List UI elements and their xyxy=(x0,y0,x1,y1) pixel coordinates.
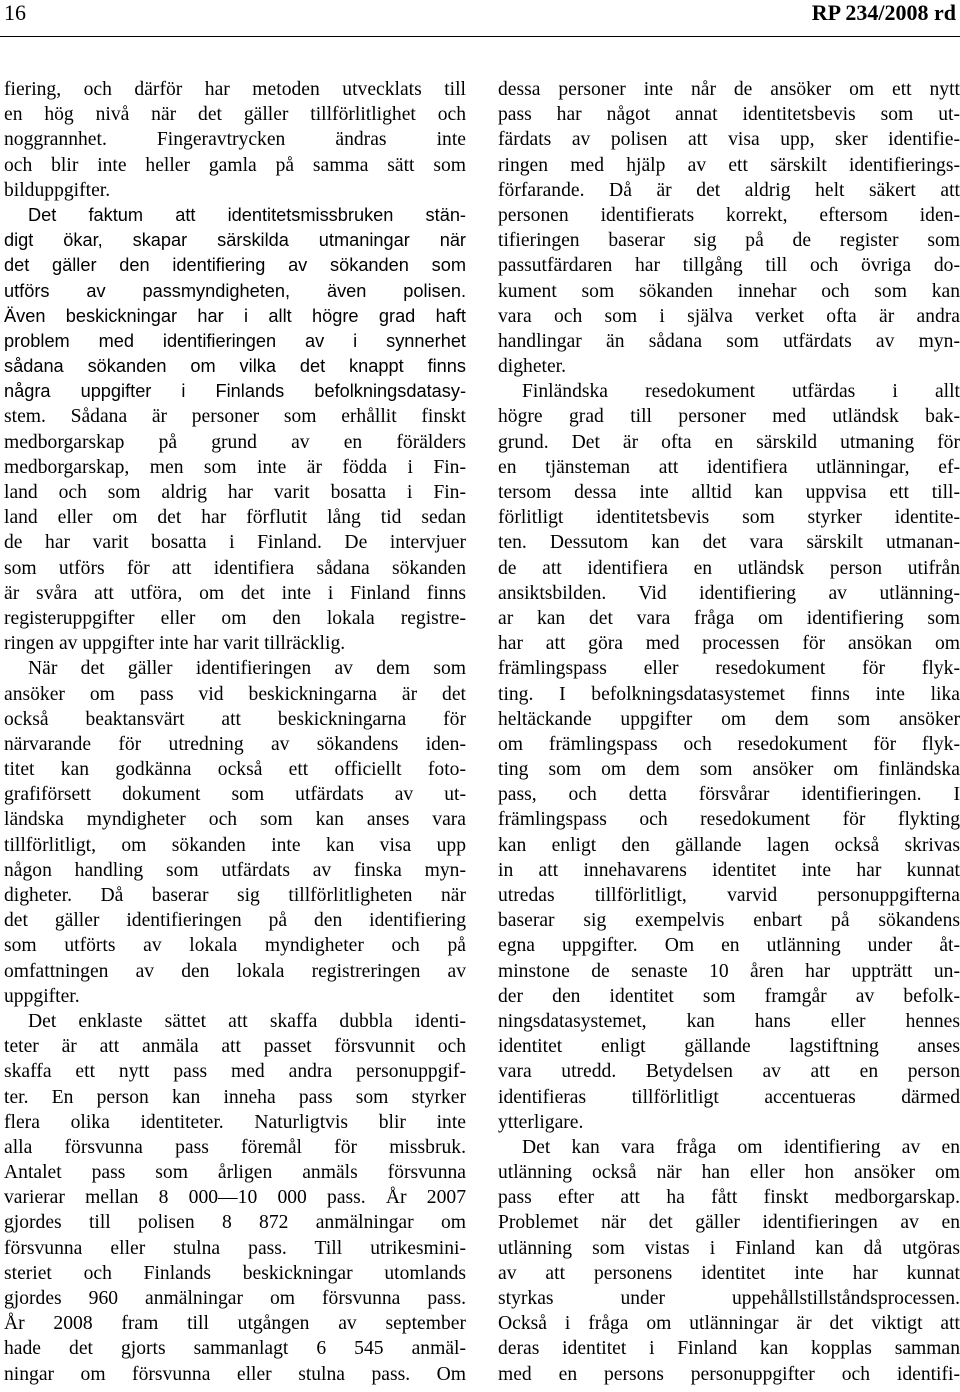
text-line: personen identifierats korrekt, eftersom iden- xyxy=(498,204,960,226)
text-line: gjordes 960 anmälningar om försvunna pass. xyxy=(4,1288,466,1309)
text-line: flera olika identiteter. Naturligtvis blir inte xyxy=(4,1111,466,1133)
text-line: Problemet när det gäller identifieringen av en xyxy=(498,1212,960,1234)
text-line: vara utredd. Betydelsen av att en person xyxy=(498,1061,960,1083)
text-line: teter är att anmäla att passet försvunnit och xyxy=(4,1036,466,1058)
text-line: ansiktsbilden. Vid identifiering av utlänning- xyxy=(498,582,960,604)
text-line: kument som sökanden innehar och som kan xyxy=(498,280,960,302)
text-line: uppgifter. xyxy=(4,985,80,1007)
text-line: försvunna eller stulna pass. Till utrikesmini- xyxy=(4,1237,466,1259)
text-line: ansöker om pass vid beskickningarna är det xyxy=(4,683,466,705)
text-line: dessa personer inte når de ansöker om ett nytt xyxy=(498,79,960,100)
text-line: ländska myndigheter och som kan anses vara xyxy=(4,809,466,831)
text-line: registeruppgifter eller om den lokala registre- xyxy=(4,607,466,629)
text-line: ar kan det vara fråga om identifiering som xyxy=(498,607,960,629)
text-line: är svåra att utföra, om det inte i Finland finns xyxy=(4,582,466,604)
text-line: steriet och Finlands beskickningar utomlands xyxy=(4,1262,466,1284)
text-line: en hög nivå när det gäller tillförlitlighet och xyxy=(4,104,466,126)
text-line: land och som aldrig har varit bosatta i Fin- xyxy=(4,482,466,503)
text-line: ytterligare. xyxy=(498,1111,584,1133)
text-line: Det faktum att identitetsmissbruken stän- xyxy=(28,204,466,225)
text-line: Också i fråga om utlänningar är det viktigt att xyxy=(498,1313,960,1335)
text-line: grund. Det är ofta en särskild utmaning för xyxy=(498,431,960,453)
text-line: ter. En person kan inneha pass som styrker xyxy=(4,1086,466,1108)
text-line: problem med identifieringen av i synnerhet xyxy=(4,330,466,351)
text-line: land eller om det har förflutit lång tid sedan xyxy=(4,507,466,529)
text-line: egna uppgifter. Om en utlänning under åt- xyxy=(498,935,960,957)
document-id: RP 234/2008 rd xyxy=(811,0,956,25)
text-line: tifieringen baserar sig på de register som xyxy=(498,230,960,252)
text-line: grafiförsett dokument som utfärdats av ut- xyxy=(4,784,466,806)
text-line: som utförts av lokala myndigheter och på xyxy=(4,935,466,957)
text-line: digheter. xyxy=(498,356,567,378)
text-line: Det enklaste sättet att skaffa dubbla identi- xyxy=(28,1010,466,1032)
text-line: identitet enligt gällande lagstiftning anses xyxy=(498,1036,960,1058)
text-line: de att identifiera en utländsk person utifrån xyxy=(498,557,960,579)
text-line: ningsdatasystemet, kan hans eller hennes xyxy=(498,1010,960,1032)
text-line: minstone de senaste 10 åren har uppträtt un- xyxy=(498,960,960,982)
text-line: bilduppgifter. xyxy=(4,179,111,201)
text-line: År 2008 fram till utgången av september xyxy=(4,1313,466,1335)
text-line: som utförs för att identifiera sådana sökanden xyxy=(4,557,466,579)
text-line: tillförlitligt, om sökanden inte kan visa upp xyxy=(4,834,466,856)
text-line: förlitligt identitetsbevis som styrker identite- xyxy=(498,507,960,529)
text-line: stem. Sådana är personer som erhållit finskt xyxy=(4,406,466,428)
text-line: också beaktansvärt att beskickningarna för xyxy=(4,708,466,730)
text-line: varierar mellan 8 000—10 000 pass. År 2007 xyxy=(4,1187,466,1209)
text-line: pass efter att ha fått finskt medborgarskap. xyxy=(498,1187,960,1209)
text-line: pass, och detta försvårar identifieringen. I xyxy=(498,784,960,806)
text-line: in att innehavarens identitet inte har kunnat xyxy=(498,859,960,881)
text-line: handlingar än sådana som utfärdats av myn- xyxy=(498,330,960,352)
text-line: utredas tillförlitligt, varvid personuppgifterna xyxy=(498,885,960,906)
text-line: heltäckande uppgifter om dem som ansöker xyxy=(498,708,960,730)
text-line: det gäller den identifiering av sökanden som xyxy=(4,255,466,276)
page-header xyxy=(0,0,960,40)
text-line: medborgarskap på grund av en förälders xyxy=(4,431,466,453)
text-line: en tjänsteman att identifiera utlänningar, ef- xyxy=(498,456,960,478)
text-line: utförs av passmyndigheten, även polisen. xyxy=(4,280,466,301)
text-line: styrkas under uppehållstillståndsprocessen. xyxy=(498,1288,960,1309)
text-line: noggrannhet. Fingeravtrycken ändras inte xyxy=(4,129,466,151)
text-line: utlänning som vistas i Finland kan då utgöras xyxy=(498,1237,960,1259)
text-line: någon handling som utfärdats av finska myn- xyxy=(4,859,466,881)
text-line: med en persons personuppgifter och identifi- xyxy=(498,1363,960,1385)
text-line: utlänning också när han eller hon ansöker om xyxy=(498,1162,960,1184)
text-line: förfarande. Då är det aldrig helt säkert att xyxy=(498,179,960,201)
text-line: omfattningen av den lokala registreringen av xyxy=(4,960,466,982)
page-number: 16 xyxy=(4,0,26,25)
text-line: om främlingspass och resedokument för flyk- xyxy=(498,733,960,755)
text-line: ningar om försvunna eller stulna pass. Om xyxy=(4,1363,466,1385)
text-line: har att göra med processen för ansökan om xyxy=(498,633,960,655)
right-text-column xyxy=(498,77,960,1387)
text-line: När det gäller identifieringen av dem som xyxy=(28,658,466,680)
text-line: skaffa ett nytt pass med andra personuppgif- xyxy=(4,1061,466,1083)
text-line: ringen av uppgifter inte har varit tillräcklig. xyxy=(4,633,346,655)
text-line: närvarande för utredning av sökandens iden- xyxy=(4,733,466,755)
text-line: högre grad till personer med utländsk bak- xyxy=(498,406,960,428)
text-line: det gäller identifieringen på den identifiering xyxy=(4,910,466,932)
text-line: baserar sig exempelvis enbart på sökandens xyxy=(498,910,960,932)
text-line: främlingspass eller resedokument för flyk- xyxy=(498,658,960,680)
text-line: Det kan vara fråga om identifiering av en xyxy=(522,1136,960,1158)
text-line: ringen med hjälp av ett särskilt identifierings- xyxy=(498,154,960,176)
text-line: några uppgifter i Finlands befolkningsdatasy- xyxy=(4,381,466,402)
text-line: alla försvunna pass föremål för missbruk. xyxy=(4,1136,466,1158)
text-line: digheter. Då baserar sig tillförlitligheten när xyxy=(4,885,466,906)
text-line: av att personens identitet inte har kunnat xyxy=(498,1262,960,1284)
left-text-column xyxy=(4,77,466,1387)
text-line: deras identitet i Finland kan kopplas samman xyxy=(498,1338,960,1360)
text-line: fiering, och därför har metoden utvecklats till xyxy=(4,79,466,100)
text-line: hade det gjorts sammanlagt 6 545 anmäl- xyxy=(4,1338,466,1360)
text-line: digt ökar, skapar särskilda utmaningar när xyxy=(4,230,466,251)
text-line: tersom dessa inte alltid kan uppvisa ett till- xyxy=(498,482,960,503)
text-line: passutfärdaren har tillgång till och övriga do- xyxy=(498,255,960,277)
text-line: identifieras tillförlitligt accentueras därmed xyxy=(498,1086,960,1108)
text-line: der den identitet som framgår av befolk- xyxy=(498,985,960,1007)
text-line: gjordes till polisen 8 872 anmälningar om xyxy=(4,1212,466,1234)
text-line: ten. Dessutom kan det vara särskilt utmanan- xyxy=(498,532,960,554)
text-line: sådana sökanden om vilka det knappt finns xyxy=(4,356,466,377)
text-line: färdats av polisen att visa upp, sker identifie- xyxy=(498,129,960,151)
text-line: Antalet pass som årligen anmäls försvunna xyxy=(4,1162,466,1184)
text-line: vara och som i själva verket ofta är andra xyxy=(498,305,960,327)
text-line: kan enligt den gällande lagen också skrivas xyxy=(498,834,960,856)
text-line: och blir inte heller gamla på samma sätt som xyxy=(4,154,466,176)
text-line: ting som om dem som ansöker om finländska xyxy=(498,759,960,781)
text-line: Även beskickningar har i allt högre grad haft xyxy=(4,305,466,326)
text-line: medborgarskap, men som inte är födda i Fin- xyxy=(4,456,466,478)
text-line: titet kan godkänna också ett officiellt foto- xyxy=(4,759,466,781)
text-line: främlingspass och resedokument för flykting xyxy=(498,809,960,831)
text-line: Finländska resedokument utfärdas i allt xyxy=(522,381,960,403)
text-line: de har varit bosatta i Finland. De intervjuer xyxy=(4,532,466,554)
text-line: pass har något annat identitetsbevis som ut- xyxy=(498,104,960,126)
header-rule xyxy=(0,36,960,37)
text-line: ting. I befolkningsdatasystemet finns inte lika xyxy=(498,683,960,705)
